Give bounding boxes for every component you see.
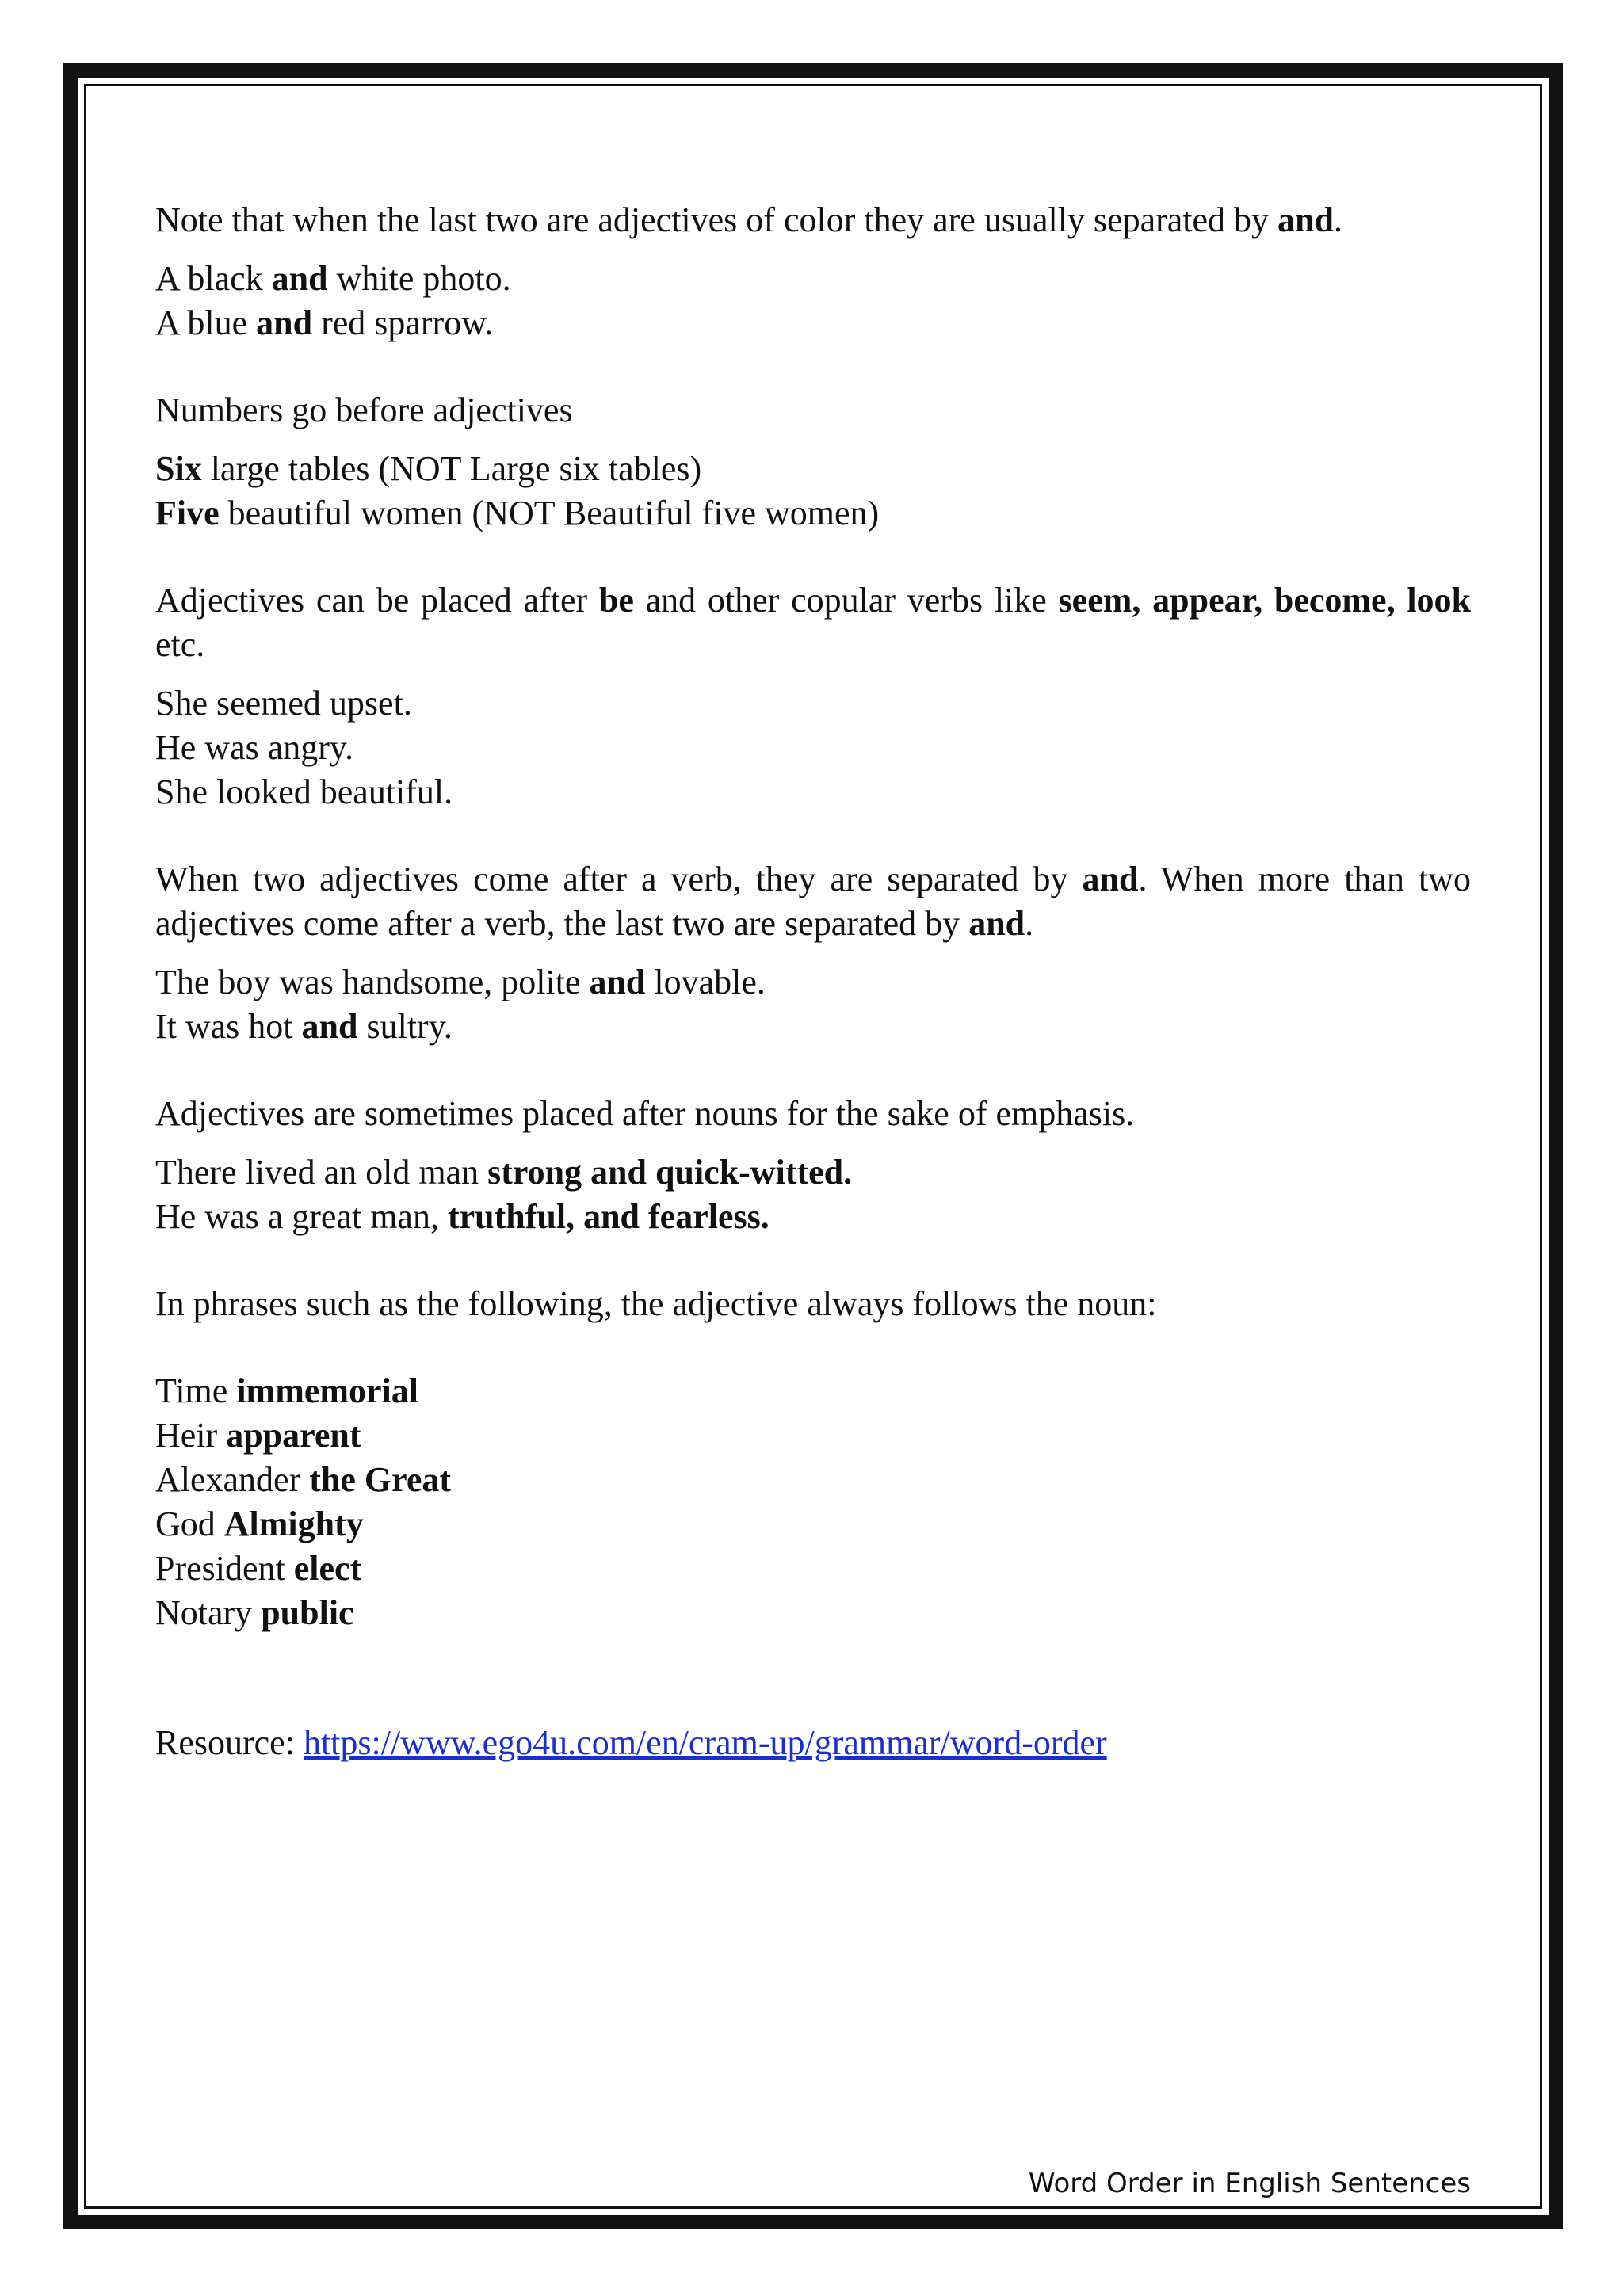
text: A black bbox=[155, 259, 272, 298]
example-line: He was angry. bbox=[155, 728, 354, 767]
text: . When more than two adjectives come after a verb, the last two are separated by bbox=[155, 860, 1471, 943]
text: The boy was handsome, polite bbox=[155, 963, 590, 1001]
paragraph-copular-verbs bbox=[155, 578, 1471, 667]
example-line: She looked beautiful. bbox=[155, 772, 453, 811]
emphasis: public bbox=[261, 1593, 354, 1632]
emphasis: and bbox=[1082, 860, 1139, 898]
text: Adjectives can be placed after bbox=[155, 581, 599, 620]
text: . bbox=[1334, 200, 1342, 239]
emphasis: elect bbox=[293, 1549, 362, 1588]
phrase-line bbox=[155, 1547, 1471, 1591]
example-line bbox=[155, 1150, 1471, 1195]
emphasis: seem, appear, become, look bbox=[1058, 581, 1472, 620]
text: It was hot bbox=[155, 1007, 302, 1046]
text: A blue bbox=[155, 303, 257, 342]
text: He was a great man, bbox=[155, 1197, 448, 1236]
emphasis: and bbox=[271, 259, 328, 298]
emphasis: and bbox=[968, 904, 1025, 943]
text: . bbox=[1025, 904, 1034, 943]
paragraph-numbers: Numbers go before adjectives bbox=[155, 391, 573, 429]
example-line bbox=[155, 1195, 1471, 1239]
resource-label: Resource: bbox=[155, 1723, 304, 1762]
example-line bbox=[155, 257, 1471, 301]
example-line bbox=[155, 301, 1471, 345]
phrase-line bbox=[155, 1413, 1471, 1458]
emphasis: and bbox=[256, 303, 313, 342]
emphasis: and bbox=[589, 963, 646, 1001]
emphasis: and bbox=[301, 1007, 358, 1046]
resource-line bbox=[155, 1721, 1471, 1765]
emphasis: Five bbox=[155, 494, 220, 532]
paragraph-color-adjectives bbox=[155, 198, 1471, 242]
text: sultry. bbox=[357, 1007, 453, 1046]
paragraph-two-adjectives bbox=[155, 857, 1471, 946]
example-line bbox=[155, 960, 1471, 1005]
text: Time bbox=[155, 1371, 237, 1410]
text: Alexander bbox=[155, 1460, 310, 1499]
emphasis: apparent bbox=[226, 1416, 361, 1455]
paragraph-emphasis: Adjectives are sometimes placed after nouns for the sake of emphasis. bbox=[155, 1094, 1135, 1133]
phrase-line bbox=[155, 1502, 1471, 1547]
emphasis: be bbox=[598, 581, 634, 620]
paragraph-fixed-phrases: In phrases such as the following, the adjective always follows the noun: bbox=[155, 1284, 1157, 1323]
emphasis: Almighty bbox=[223, 1505, 364, 1543]
emphasis: and bbox=[1277, 200, 1334, 239]
text: etc. bbox=[155, 625, 205, 664]
text: beautiful women (NOT Beautiful five women) bbox=[219, 494, 880, 532]
text: and other copular verbs like bbox=[633, 581, 1059, 620]
text: Notary bbox=[155, 1593, 262, 1632]
resource-link[interactable]: https://www.ego4u.com/en/cram-up/grammar/word-order bbox=[303, 1723, 1107, 1762]
text: God bbox=[155, 1505, 224, 1543]
text: white photo. bbox=[327, 259, 511, 298]
page-footer: Word Order in English Sentences bbox=[1028, 2168, 1471, 2199]
text: Note that when the last two are adjectives of color they are usually separated by bbox=[155, 200, 1278, 239]
example-line bbox=[155, 491, 1471, 536]
text: There lived an old man bbox=[155, 1153, 488, 1192]
emphasis: Six bbox=[155, 449, 202, 488]
text: lovable. bbox=[645, 963, 766, 1001]
emphasis: truthful, and fearless. bbox=[447, 1197, 769, 1236]
phrase-line bbox=[155, 1458, 1471, 1502]
emphasis: strong and quick-witted. bbox=[487, 1153, 853, 1192]
example-line bbox=[155, 447, 1471, 491]
text: When two adjectives come after a verb, they are separated by bbox=[155, 860, 1083, 898]
example-line bbox=[155, 1005, 1471, 1049]
text: large tables (NOT Large six tables) bbox=[201, 449, 702, 488]
emphasis: the Great bbox=[309, 1460, 452, 1499]
text: President bbox=[155, 1549, 294, 1588]
phrase-line bbox=[155, 1369, 1471, 1413]
text: red sparrow. bbox=[312, 303, 494, 342]
emphasis: immemorial bbox=[236, 1371, 419, 1410]
text: Heir bbox=[155, 1416, 227, 1455]
phrase-line bbox=[155, 1591, 1471, 1635]
document-body bbox=[155, 198, 1471, 1765]
example-line: She seemed upset. bbox=[155, 684, 412, 723]
